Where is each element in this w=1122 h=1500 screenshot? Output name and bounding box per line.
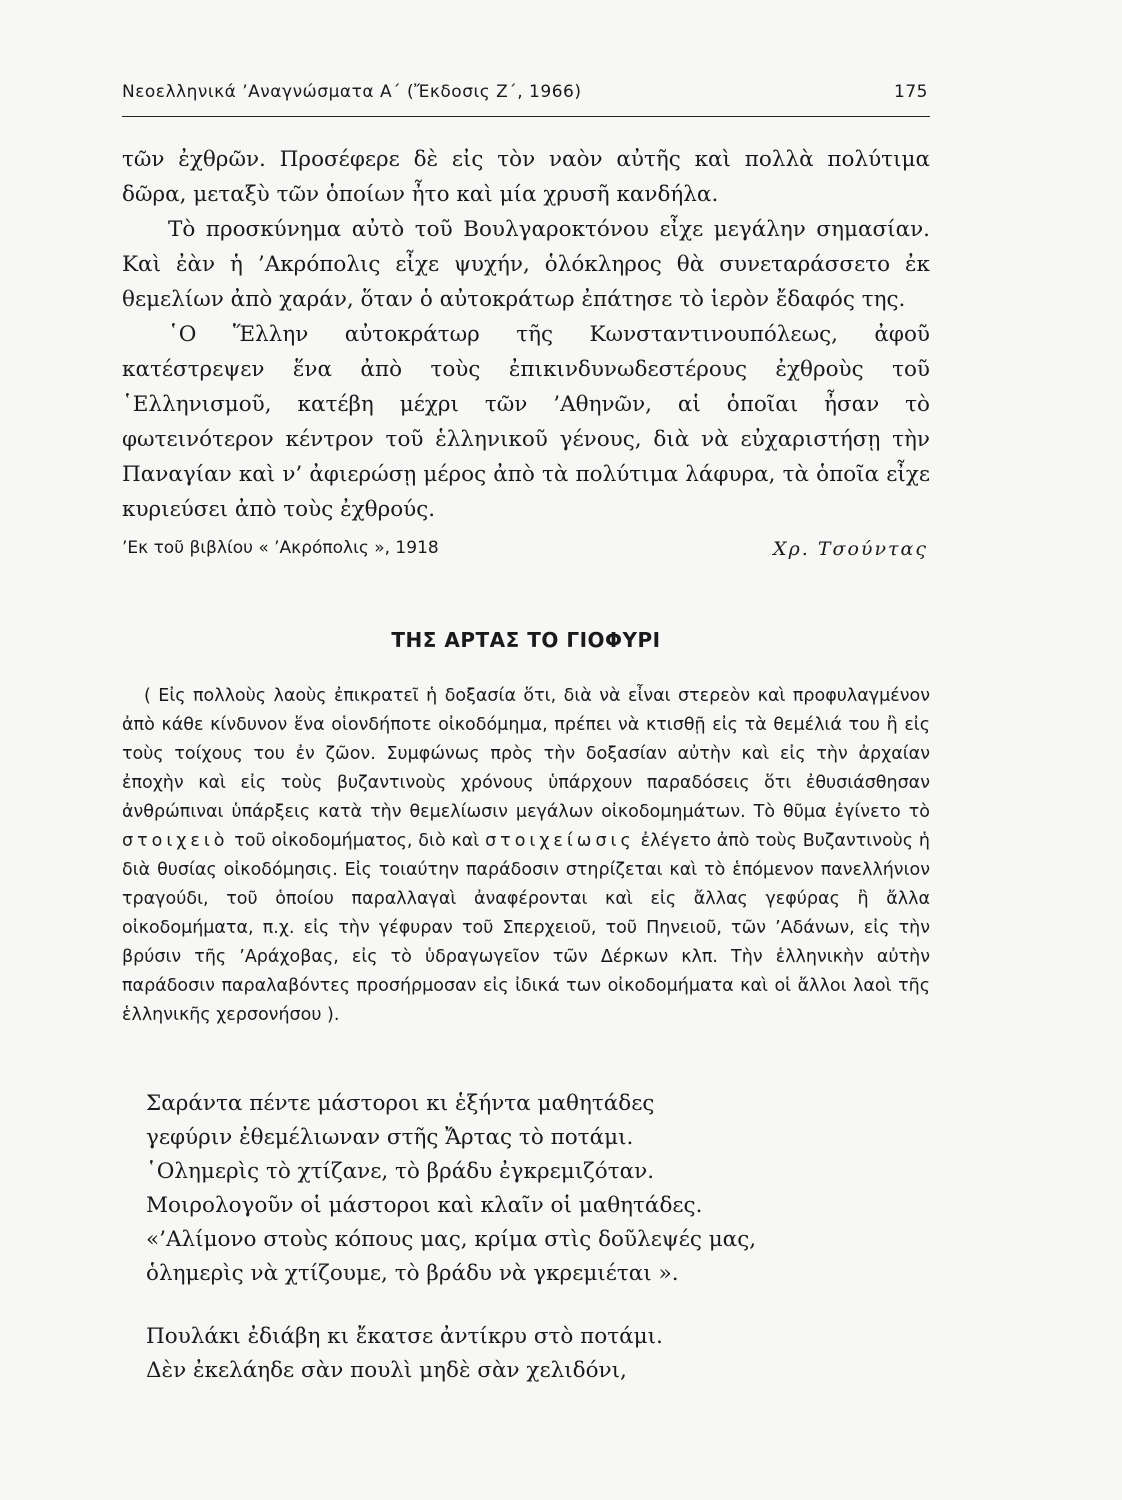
prose-section xyxy=(122,142,930,527)
verse-line: «’Αλίμονο στοὺς κόπους μας, κρίμα στὶς δοῦλεψές μας, xyxy=(146,1227,757,1252)
intro-text-b: τοῦ οἰκοδομήματος, διὸ καὶ xyxy=(234,831,480,851)
intro-text-c: ἐλέγετο ἀπὸ τοὺς Βυζαντινοὺς ἡ διὰ θυσίας οἰκοδόμησις. Εἰς τοιαύτην παράδοσιν στηρίζεται καὶ τὸ ἑπόμενον πανελλήνιον τραγούδι, τοῦ ὁποίου παραλλαγαὶ ἀναφέρονται καὶ εἰς ἄλλας γεφύρας ἢ ἄλλα οἰκοδομήματα, π.χ. εἰς τὴν γέφυραν τοῦ Σπερχειοῦ, τοῦ Πηνειοῦ, τῶν ’Αδάνων, εἰς τὴν βρύσιν τῆς ’Αράχοβας, εἰς τὸ ὑδραγωγεῖον τῶν Δέρκων κλπ. Τὴν ἑλληνικὴν αὐτὴν παράδοσιν παραλαβόντες προσήρμοσαν εἰς ἰδικά των οἰκοδομήματα καὶ οἱ ἄλλοι λαοὶ τῆς ἑλληνικῆς χερσονήσου ). xyxy=(122,831,930,1025)
paragraph-2: Τὸ προσκύνημα αὐτὸ τοῦ Βουλγαροκτόνου εἶχε μεγάλην σημασίαν. Καὶ ἐὰν ἡ ’Ακρόπολις εἶχε ψυχήν, ὁλόκληρος θὰ συνεταράσσετο ἐκ θεμελίων ἀπὸ χαράν, ὅταν ὁ αὐτοκράτωρ ἐπάτησε τὸ ἱερὸν ἔδαφός της. xyxy=(122,217,930,312)
poem-introduction xyxy=(122,682,930,1030)
poem-stanza-1 xyxy=(146,1087,936,1291)
source-citation xyxy=(122,538,928,558)
verse-line: ὁλημερὶς νὰ χτίζουμε, τὸ βράδυ νὰ γκρεμιέται ». xyxy=(146,1261,679,1286)
intro-paragraph xyxy=(122,682,930,1030)
paragraph-3: ῾Ο Ἕλλην αὐτοκράτωρ τῆς Κωνσταντινουπόλεως, ἀφοῦ κατέστρεψεν ἕνα ἀπὸ τοὺς ἐπικινδυνωδεστέρους ἐχθροὺς τοῦ ῾Ελληνισμοῦ, κατέβη μέχρι τῶν ’Αθηνῶν, αἱ ὁποῖαι ἦσαν τὸ φωτεινότερον κέντρον τοῦ ἑλληνικοῦ γένους, διὰ νὰ εὐχαριστήσῃ τὴν Παναγίαν καὶ ν’ ἀφιερώσῃ μέρος ἀπὸ τὰ πολύτιμα λάφυρα, τὰ ὁποῖα εἶχε κυριεύσει ἀπὸ τοὺς ἐχθρούς. xyxy=(122,322,930,522)
poem-stanza-2 xyxy=(146,1320,936,1388)
author-name: Χρ. Τσούντας xyxy=(773,538,928,560)
verse-line: ῾Ολημερὶς τὸ χτίζανε, τὸ βράδυ ἐγκρεμιζόταν. xyxy=(146,1159,655,1184)
verse-line: Σαράντα πέντε μάστοροι κι ἑξήντα μαθητάδες xyxy=(146,1091,655,1116)
running-title: Νεοελληνικά ’Αναγνώσματα Α΄ (Ἔκδοσις Ζ΄, 1966) xyxy=(122,82,582,102)
running-head xyxy=(122,82,928,102)
verse-line: γεφύριν ἐθεμέλιωναν στῆς Ἄρτας τὸ ποτάμι. xyxy=(146,1125,634,1150)
verse-line: Δὲν ἐκελάηδε σὰν πουλὶ μηδὲ σὰν χελιδόνι, xyxy=(146,1358,627,1383)
source-reference: ’Εκ τοῦ βιβλίου « ’Ακρόπολις », 1918 xyxy=(122,538,439,558)
intro-text-a: ( Εἰς πολλοὺς λαοὺς ἐπικρατεῖ ἡ δοξασία ὅτι, διὰ νὰ εἶναι στερεὸν καὶ προφυλαγμένον ἀπὸ κάθε κίνδυνον ἕνα οἱονδήποτε οἰκοδόμημα, πρέπει νὰ κτισθῇ εἰς τὰ θεμέλιά του ἢ εἰς τοὺς τοίχους του ἐν ζῶον. Συμφώνως πρὸς τὴν δοξασίαν αὐτὴν καὶ εἰς τὴν ἀρχαίαν ἐποχὴν καὶ εἰς τοὺς βυζαντινοὺς χρόνους ὑπάρχουν παραδόσεις ὅτι ἐθυσιάσθησαν ἀνθρώπιναι ὑπάρξεις κατὰ τὴν θεμελίωσιν μεγάλων οἰκοδομημάτων. Τὸ θῦμα ἐγίνετο τὸ xyxy=(122,686,930,822)
verse-line: Μοιρολογοῦν οἱ μάστοροι καὶ κλαῖν οἱ μαθητάδες. xyxy=(146,1193,703,1218)
term-stoicheio: στοιχειὸ xyxy=(122,831,229,851)
poem-title: ΤΗΣ ΑΡΤΑΣ ΤΟ ΓΙΟΦΥΡΙ xyxy=(391,628,661,652)
term-stoicheiosis: στοιχείωσις xyxy=(485,831,635,851)
header-rule xyxy=(122,116,930,117)
verse-line: Πουλάκι ἐδιάβη κι ἔκατσε ἀντίκρυ στὸ ποτάμι. xyxy=(146,1324,663,1349)
paragraph-1: τῶν ἐχθρῶν. Προσέφερε δὲ εἰς τὸν ναὸν αὐτῆς καὶ πολλὰ πολύτιμα δῶρα, μεταξὺ τῶν ὁποίων ἦτο καὶ μία χρυσῆ κανδήλα. xyxy=(122,147,930,207)
page-number: 175 xyxy=(894,82,928,102)
